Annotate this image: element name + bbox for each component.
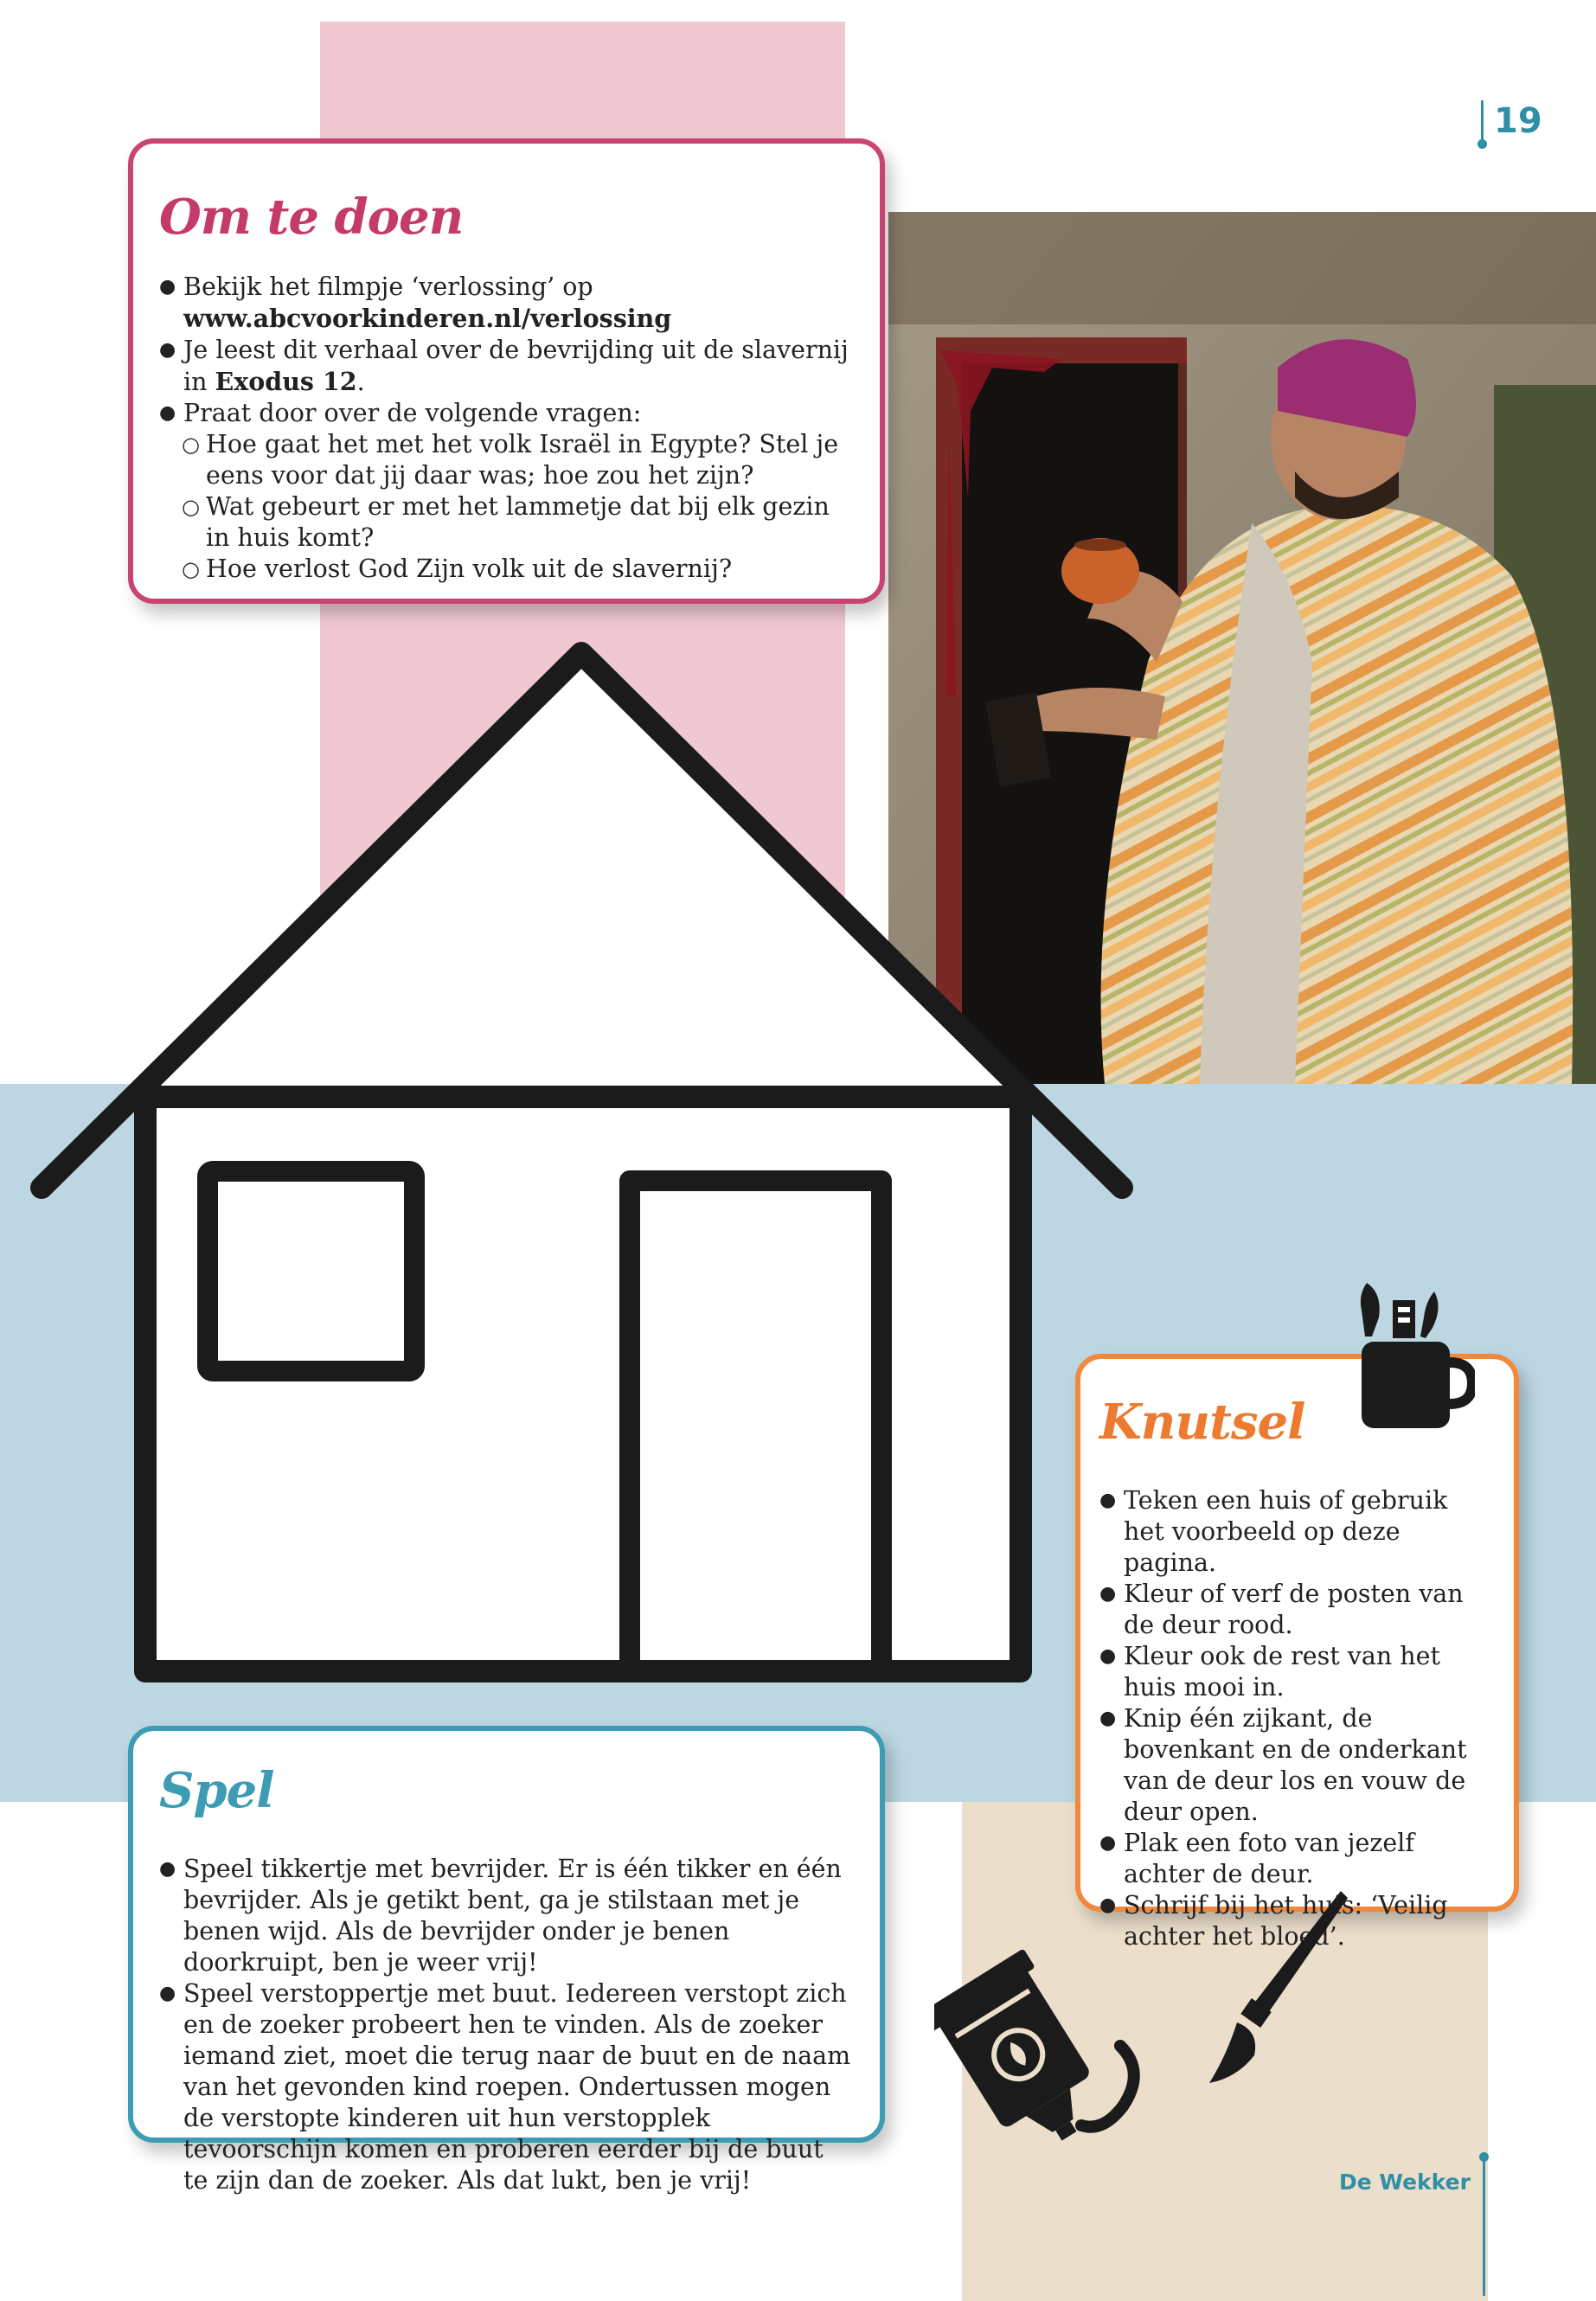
spel-title: Spel bbox=[159, 1762, 274, 1819]
knutsel-card bbox=[1075, 1354, 1519, 1951]
list-item: ● Teken een huis of gebruik het voorbeeld op deze pagina. bbox=[1099, 1485, 1495, 1579]
list-item: ● Bekijk het filmpje ‘verlossing’ op www.abcvoorkinderen.nl/verlossing bbox=[159, 272, 854, 335]
sub-list-item: ○ Wat gebeurt er met het lammetje dat bij elk gezin in huis komt? bbox=[159, 491, 854, 554]
list-item: ● Plak een foto van jezelf achter de deur. bbox=[1099, 1828, 1495, 1890]
list-item: ● Speel verstoppertje met buut. Iedereen verstopt zich en de zoeker probeert hen te vinden. Als de zoeker iemand ziet, moet die terug naar de buut en de naam van het gevonden kind roepen. Ondertussen mogen de verstopte kinderen uit hun verstopplek tevoorschijn komen en proberen eerder bij de buut te zijn dan de zoeker. Als dat lukt, ben je vrij! bbox=[159, 1978, 854, 2196]
knutsel-list bbox=[1099, 1485, 1495, 1952]
list-item: ● Knip één zijkant, de bovenkant en de onderkant van de deur los en vouw de deur open. bbox=[1099, 1703, 1495, 1828]
sub-list-item: ○ Hoe gaat het met het volk Israël in Egypte? Stel je eens voor dat jij daar was; hoe zou het zijn? bbox=[159, 429, 854, 491]
om-te-doen-card bbox=[128, 138, 885, 604]
sub-list-item: ○ Hoe verlost God Zijn volk uit de slavernij? bbox=[159, 554, 854, 585]
bible-reference: Exodus 12 bbox=[215, 367, 357, 396]
list-item: ● Je leest dit verhaal over de bevrijding uit de slavernij in Exodus 12. bbox=[159, 335, 854, 398]
spel-list bbox=[159, 1854, 854, 2196]
website-link[interactable]: www.abcvoorkinderen.nl/verlossing bbox=[183, 304, 672, 333]
om-te-doen-list bbox=[159, 272, 854, 585]
cup-with-brushes-icon bbox=[1349, 1276, 1475, 1432]
footer-rule bbox=[1483, 2157, 1485, 2296]
page-number-text: 19 bbox=[1494, 101, 1542, 141]
list-item: ● Kleur ook de rest van het huis mooi in. bbox=[1099, 1641, 1495, 1703]
list-item: ● Praat door over de volgende vragen: bbox=[159, 398, 854, 429]
paint-tube-icon bbox=[934, 1933, 1151, 2141]
knutsel-title: Knutsel bbox=[1099, 1394, 1305, 1451]
spel-card bbox=[128, 1726, 885, 2195]
house-window bbox=[208, 1171, 414, 1371]
house-roof-fill bbox=[150, 659, 1015, 1097]
paintbrush-icon bbox=[1202, 1886, 1349, 2085]
list-item: ● Schrijf bij het huis: ‘Veilig achter het bloed’. bbox=[1099, 1890, 1495, 1952]
list-item: ● Speel tikkertje met bevrijder. Er is één tikker en één bevrijder. Als je getikt bent, ga je stilstaan met je benen wijd. Als de bevrijder onder je benen doorkruipt, ben je weer vrij! bbox=[159, 1854, 854, 1978]
footer-brand: De Wekker bbox=[1339, 2170, 1471, 2195]
list-item: ● Kleur of verf de posten van de deur rood. bbox=[1099, 1579, 1495, 1641]
om-te-doen-title: Om te doen bbox=[159, 189, 464, 246]
